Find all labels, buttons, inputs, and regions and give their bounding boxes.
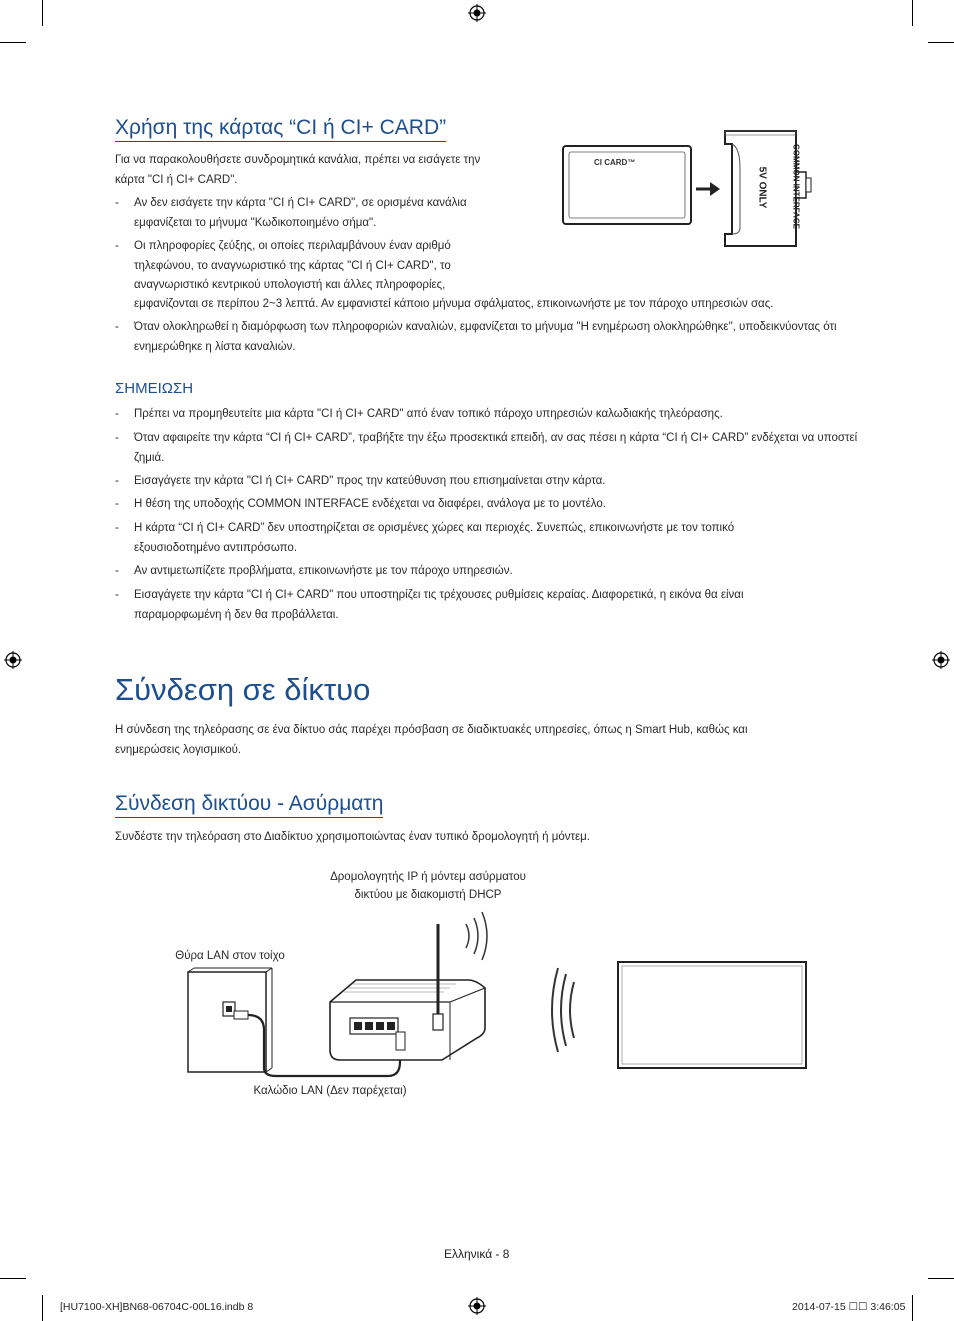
slot-label-5v-only: 5V ONLY <box>756 166 768 209</box>
section-title-ci-card: Χρήση της κάρτας “CI ή CI+ CARD” <box>115 116 446 142</box>
registration-mark-icon <box>932 651 950 669</box>
crop-mark <box>42 1295 43 1321</box>
list-item: - Αν αντιμετωπίζετε προβλήματα, επικοινωνήστε με τον πάροχο υπηρεσιών. <box>115 565 513 577</box>
registration-mark-icon <box>468 1297 486 1315</box>
crop-mark <box>912 0 913 26</box>
registration-mark-icon <box>4 651 22 669</box>
crop-mark <box>0 42 26 43</box>
footer-timestamp: 2014-07-15 ☐☐ 3:46:05 <box>792 1301 906 1313</box>
slot-label-common-interface: COMMON INTERFACE <box>791 144 801 229</box>
list-item: - Όταν αφαιρείτε την κάρτα “CI ή CI+ CARD”, τραβήξτε την έξω προσεκτικά επειδή, αν σας πέσει η κάρτα “CI ή CI+ CARD” ενδέχεται να υποστεί ζημιά. <box>115 432 858 464</box>
note-title: ΣΗΜΕΙΩΣΗ <box>115 380 194 397</box>
wall-port-caption: Θύρα LAN στον τοίχο <box>175 950 285 962</box>
router-caption: Δρομολογητής IP ή μόντεμ ασύρματου δικτύου με διακομιστή DHCP <box>330 871 526 901</box>
list-item: - Οι πληροφορίες ζεύξης, οι οποίες περιλαμβάνουν έναν αριθμό τηλεφώνου, το αναγνωριστικό της κάρτας "CI ή CI+ CARD", το αναγνωριστικό κεντρικού υπολογιστή και άλλες πληροφορίες, <box>115 240 451 291</box>
footer-file-name: [HU7100-XH]BN68-06704C-00L16.indb 8 <box>60 1301 254 1313</box>
list-item: - Η κάρτα “CI ή CI+ CARD” δεν υποστηρίζεται σε ορισμένες χώρες και περιοχές. Συνεπώς, επικοινωνήστε με τον τοπικό εξουσιοδοτημένο αντιπρόσωπο. <box>115 522 735 554</box>
list-item: - Πρέπει να προμηθευτείτε μια κάρτα "CI ή CI+ CARD" από έναν τοπικό πάροχο υπηρεσιών καλωδιακής τηλεόρασης. <box>115 408 723 420</box>
lan-cable-caption: Καλώδιο LAN (Δεν παρέχεται) <box>253 1085 407 1097</box>
wireless-intro: Συνδέστε την τηλεόραση στο Διαδίκτυο χρησιμοποιώντας έναν τυπικό δρομολογητή ή μόντεμ. <box>115 831 590 843</box>
list-item: - Όταν ολοκληρωθεί η διαμόρφωση των πληροφοριών καναλιών, εμφανίζεται το μήνυμα "Η ενημέρωση ολοκληρώθηκε", υποδεικνύοντας ότι ενημερώθηκε η λίστα καναλιών. <box>115 321 837 353</box>
wall-panel <box>188 972 266 1072</box>
wifi-waves-icon <box>570 982 574 1038</box>
network-intro: Η σύνδεση της τηλεόρασης σε ένα δίκτυο σάς παρέχει πρόσβαση σε διαδικτυακές υπηρεσίες, όπως η Smart Hub, καθώς και ενημερώσεις λογισμικού. <box>115 724 748 756</box>
page-number: Ελληνικά - 8 <box>444 1247 510 1261</box>
list-item-continuation: εμφανίζονται σε περίπου 2~3 λεπτά. Αν εμφανιστεί κάποιο μήνυμα σφάλματος, επικοινωνήστε με τον πάροχο υπηρεσιών σας. <box>134 298 774 310</box>
crop-mark <box>912 1295 913 1321</box>
crop-mark <box>928 42 954 43</box>
list-item: - Η θέση της υποδοχής COMMON INTERFACE ενδέχεται να διαφέρει, ανάλογα με το μοντέλο. <box>115 498 606 510</box>
section-title-network: Σύνδεση σε δίκτυο <box>115 672 371 707</box>
tv-screen <box>618 962 806 1068</box>
ci-card-label: CI CARD™ <box>594 158 636 167</box>
list-item: - Εισαγάγετε την κάρτα "CI ή CI+ CARD" προς την κατεύθυνση που επισημαίνεται στην κάρτα. <box>115 475 606 487</box>
crop-mark <box>928 1278 954 1279</box>
section-title-wireless: Σύνδεση δικτύου - Ασύρματη <box>115 792 383 818</box>
ci-card-intro: Για να παρακολουθήσετε συνδρομητικά κανάλια, πρέπει να εισάγετε την κάρτα "CI ή CI+ CARD". <box>115 154 481 186</box>
network-diagram <box>180 910 820 1080</box>
list-item: - Αν δεν εισάγετε την κάρτα "CI ή CI+ CARD", σε ορισμένα κανάλια εμφανίζεται το μήνυμα "Κωδικοποιημένο σήμα". <box>115 197 467 229</box>
registration-mark-icon <box>468 4 486 22</box>
list-item: - Εισαγάγετε την κάρτα "CI ή CI+ CARD" που υποστηρίζει τις τρέχουσες ρυθμίσεις κεραίας. Διαφορετικά, η εικόνα θα είναι παραμορφωμένη ή δεν θα προβάλλεται. <box>115 589 744 621</box>
crop-mark <box>42 0 43 26</box>
crop-mark <box>0 1278 26 1279</box>
